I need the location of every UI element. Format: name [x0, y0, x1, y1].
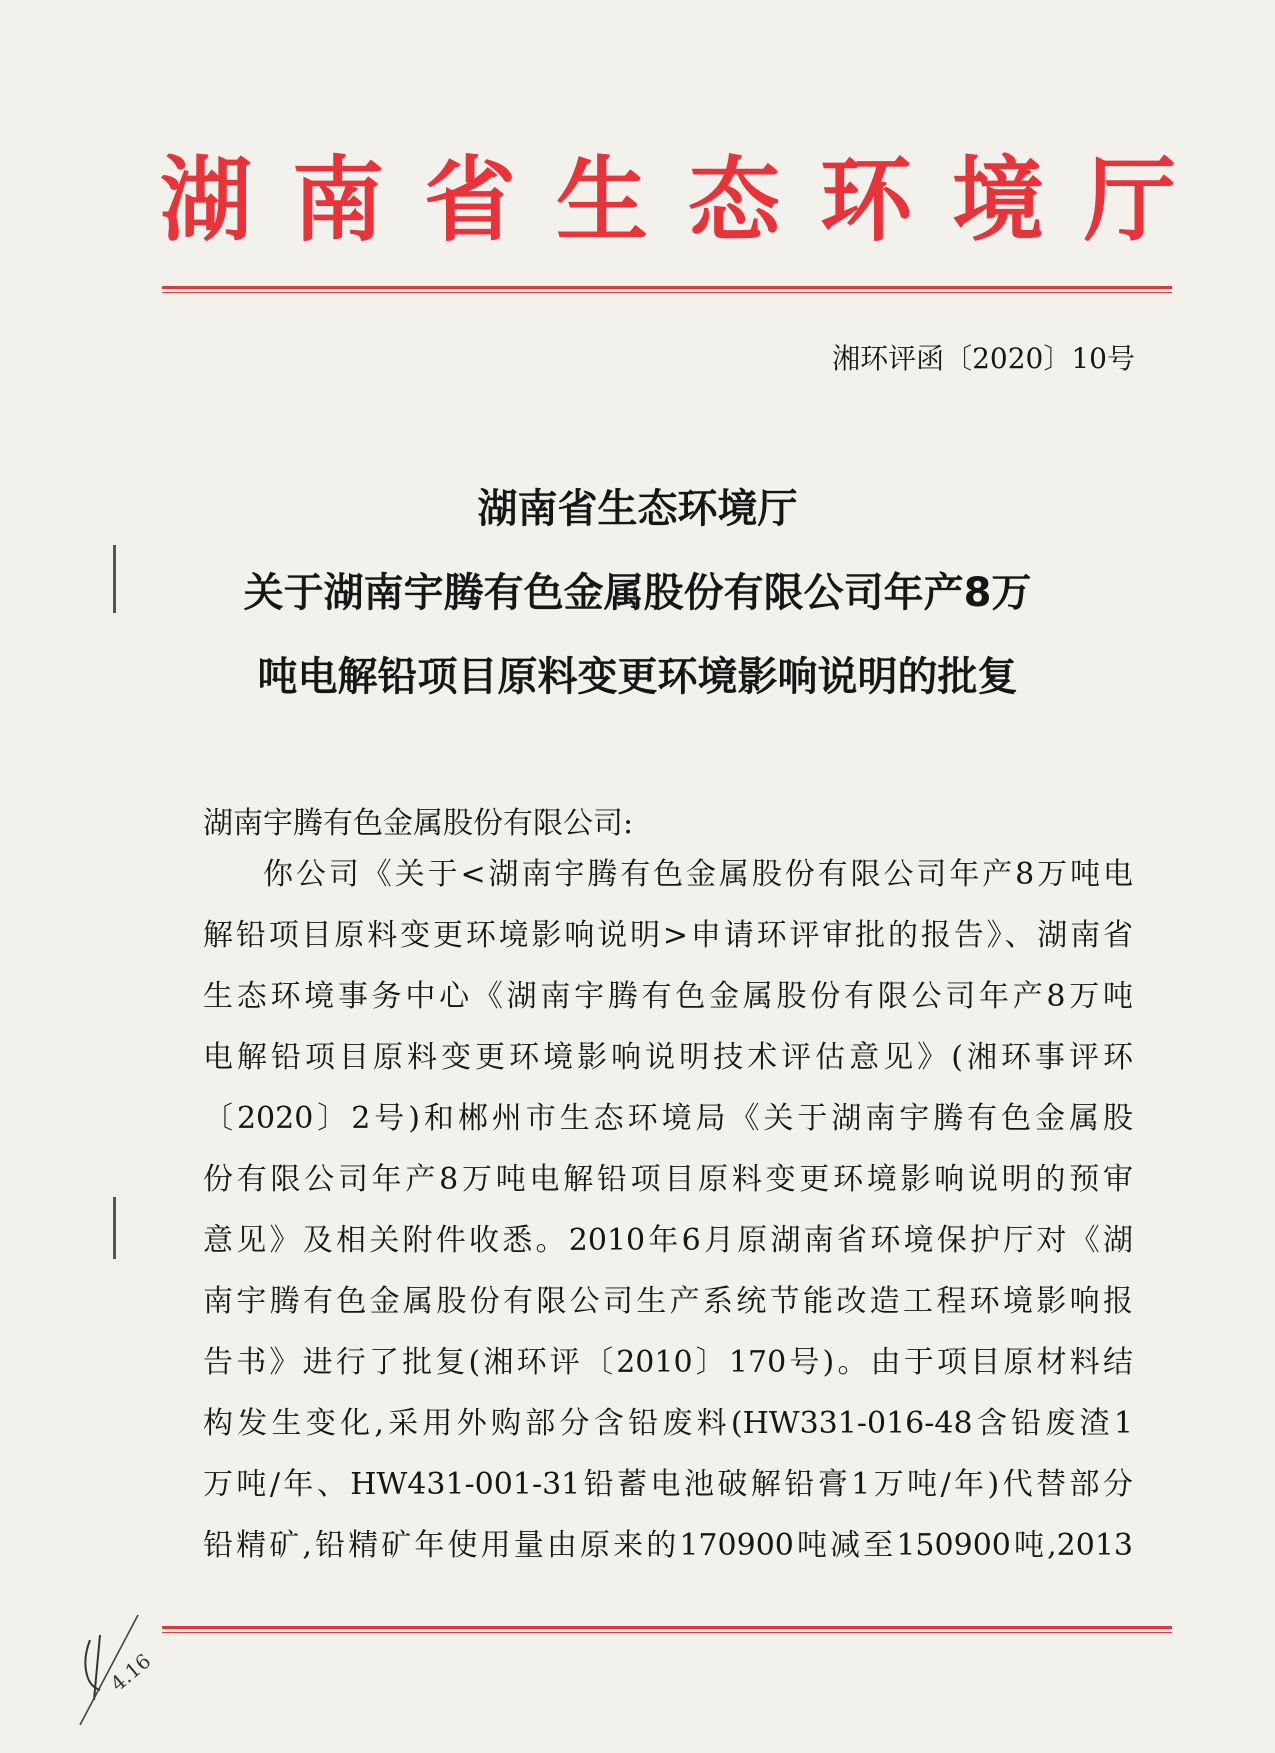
body-line: 你公司《关于<湖南宇腾有色金属股份有限公司年产8万吨电 [263, 857, 1133, 892]
body-line: 构发生变化,采用外购部分含铅废料(HW331-016-48含铅废渣1 [203, 1406, 1133, 1441]
footer-rule-thin [162, 1632, 1172, 1633]
masthead-rule-thin [162, 292, 1172, 293]
body-line: 生态环境事务中心《湖南宇腾有色金属股份有限公司年产8万吨 [203, 979, 1133, 1014]
agency-masthead: 湖南省生态环境厅 [160, 147, 1217, 254]
binding-mark [113, 545, 116, 613]
body-line: 〔2020〕2号)和郴州市生态环境局《关于湖南宇腾有色金属股 [203, 1101, 1133, 1136]
body-line: 意见》及相关附件收悉。2010年6月原湖南省环境保护厅对《湖 [203, 1223, 1133, 1258]
signature-note: 4.16 [105, 1648, 156, 1696]
title-line-2: 关于湖南宇腾有色金属股份有限公司年产8万 [243, 570, 1032, 616]
binding-mark [113, 1197, 116, 1259]
masthead-rule [162, 286, 1172, 289]
handwritten-signature [60, 1590, 180, 1730]
body-line: 告书》进行了批复(湘环评〔2010〕170号)。由于项目原材料结 [203, 1345, 1133, 1380]
body-line: 份有限公司年产8万吨电解铅项目原料变更环境影响说明的预审 [203, 1162, 1133, 1197]
salutation: 湖南宇腾有色金属股份有限公司: [203, 806, 634, 841]
body-line: 万吨/年、HW431-001-31铅蓄电池破解铅膏1万吨/年)代替部分 [203, 1467, 1133, 1502]
document-number: 湘环评函〔2020〕10号 [832, 342, 1135, 375]
body-line: 南宇腾有色金属股份有限公司生产系统节能改造工程环境影响报 [203, 1284, 1133, 1319]
body-line: 电解铅项目原料变更环境影响说明技术评估意见》(湘环事评环 [203, 1040, 1133, 1075]
body-line: 铅精矿,铅精矿年使用量由原来的170900吨减至150900吨,2013 [203, 1528, 1133, 1563]
body-line: 解铅项目原料变更环境影响说明>申请环评审批的报告》、湖南省 [203, 918, 1133, 953]
title-line-3: 吨电解铅项目原料变更环境影响说明的批复 [257, 654, 1018, 700]
title-line-1: 湖南省生态环境厅 [477, 486, 798, 532]
footer-rule [162, 1626, 1172, 1629]
